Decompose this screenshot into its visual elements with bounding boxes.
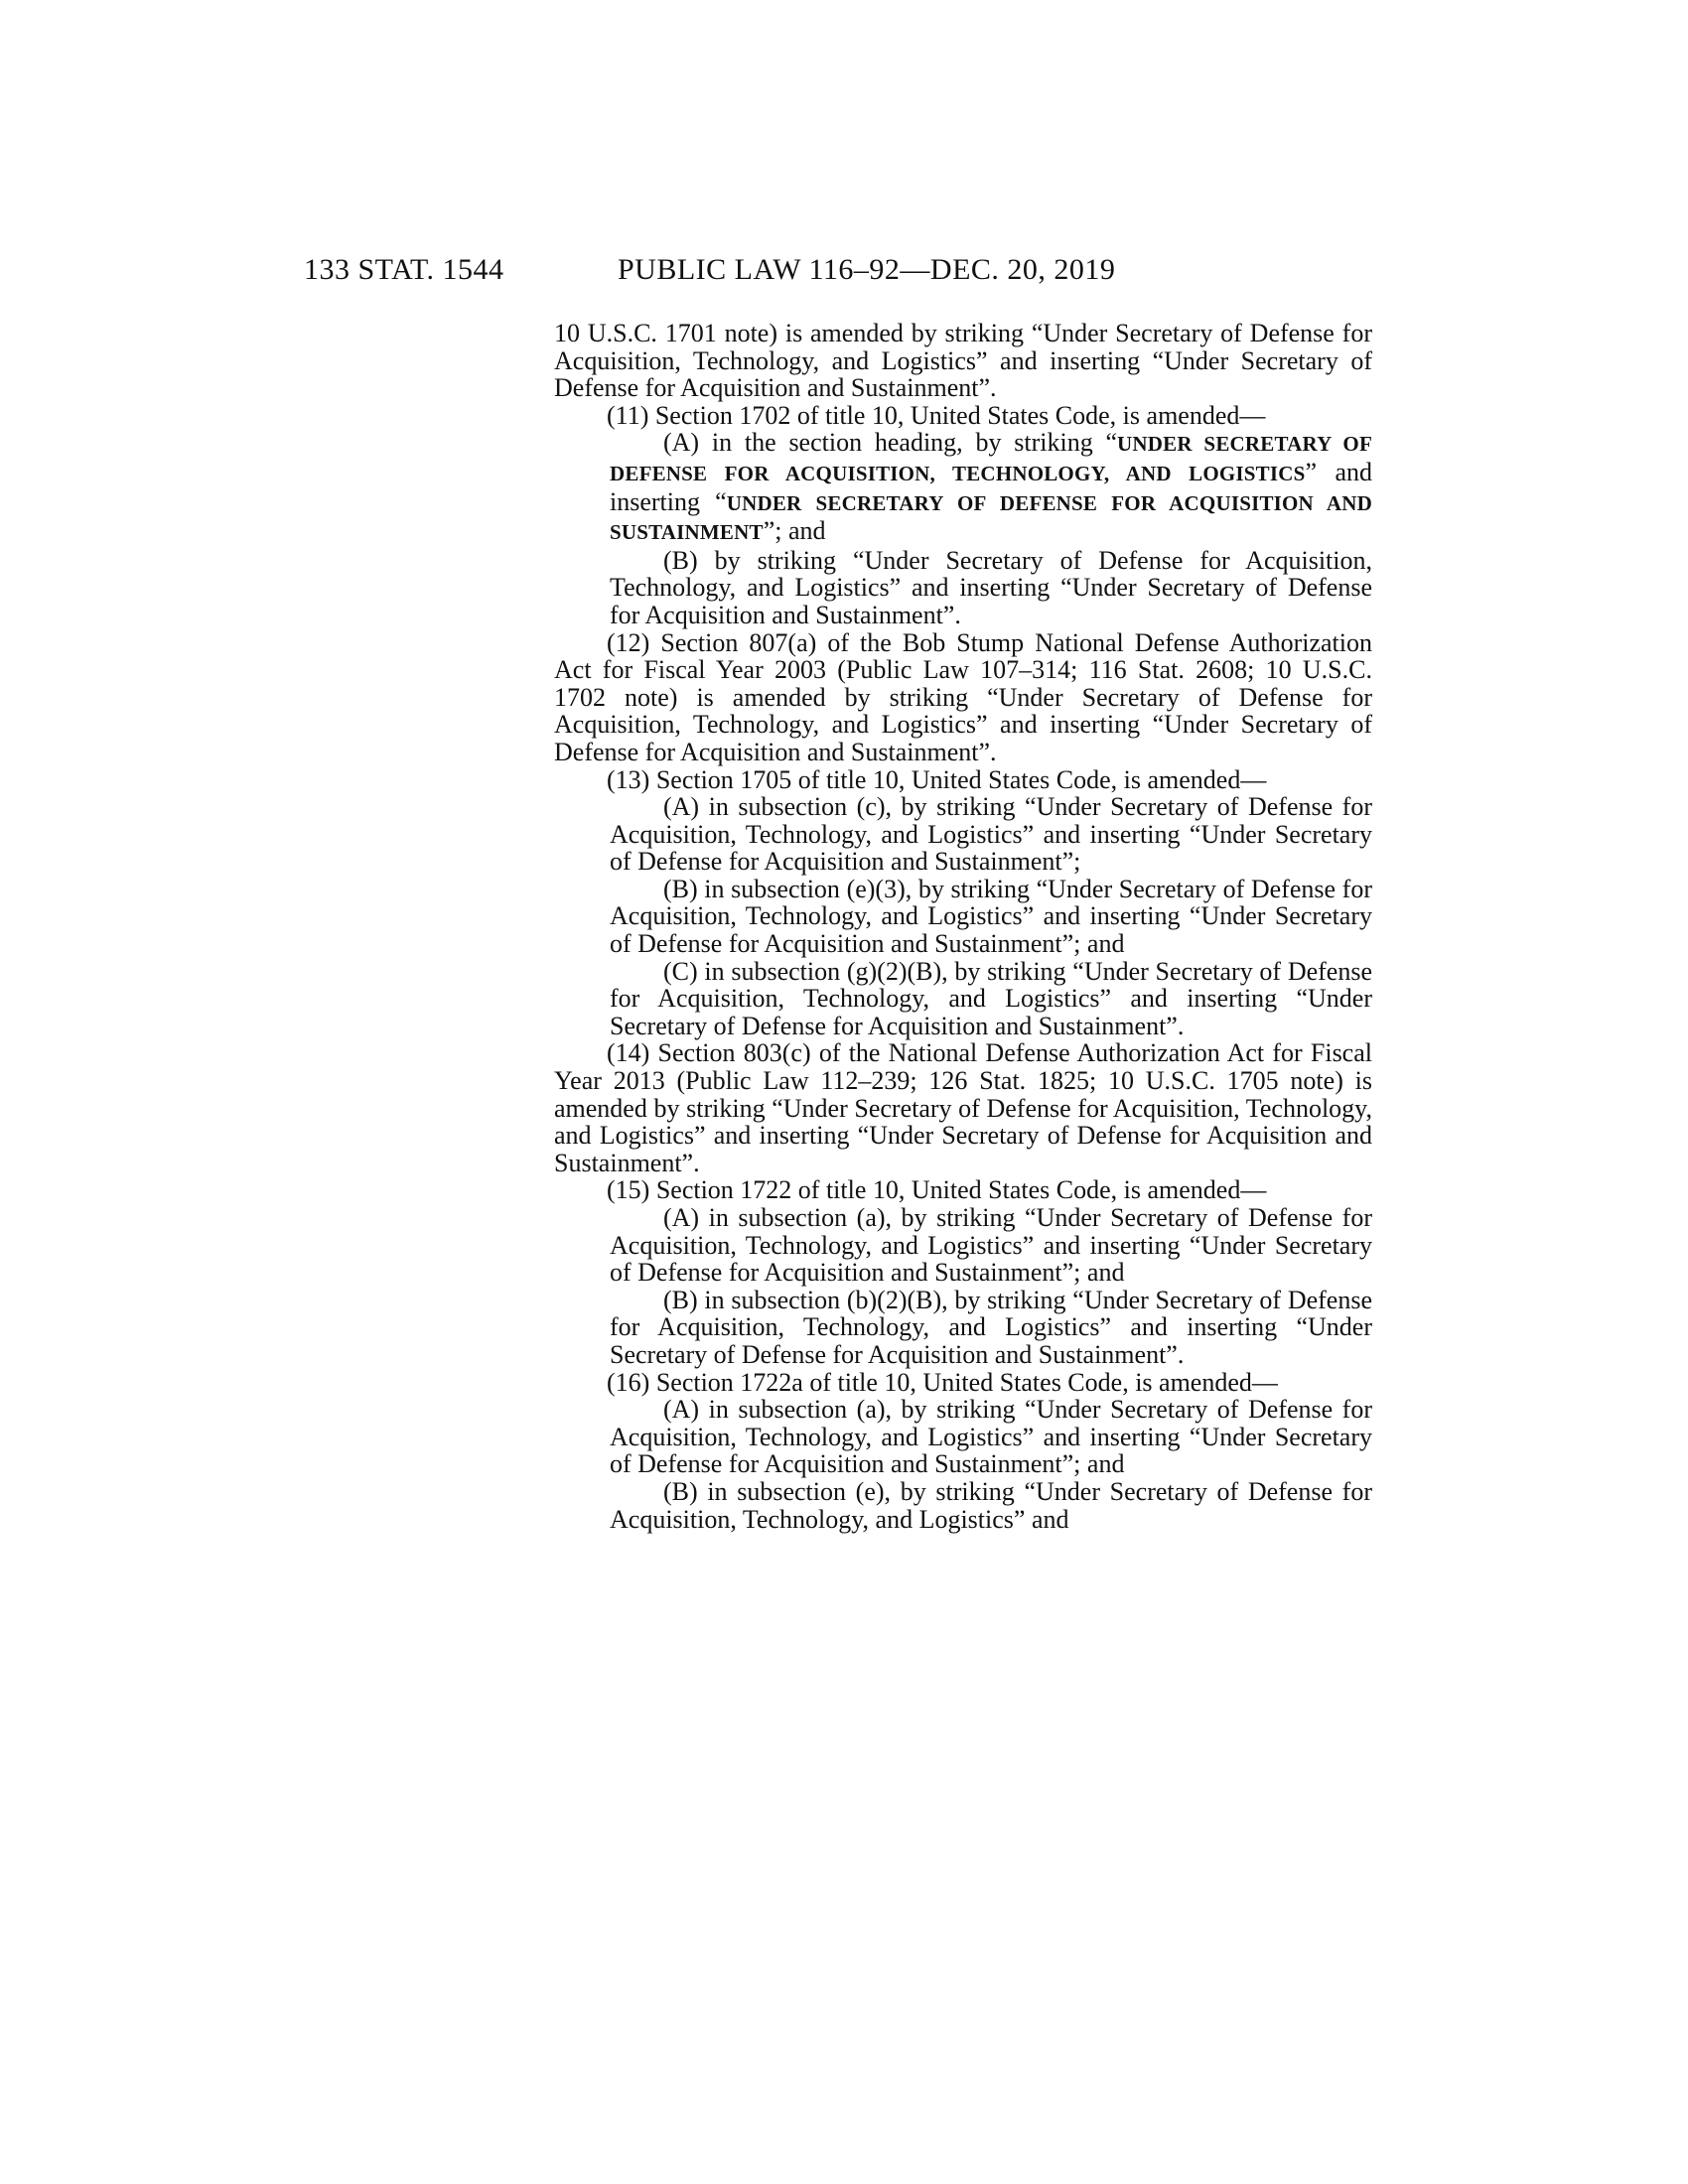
- paragraph: (11) Section 1702 of title 10, United States Code, is amended—: [607, 400, 1266, 430]
- paragraph: [554, 429, 1372, 546]
- page-header: [304, 250, 1360, 290]
- paragraph: (A) in subsection (a), by striking “Under Secretary of Defense for Acquisition, Technology, and Logistics” and inserting “Under Secretary of Defense for Acquisition and Sustainment”; and: [610, 1203, 1372, 1288]
- paragraph: 10 U.S.C. 1701 note) is amended by striking “Under Secretary of Defense for Acquisition, Technology, and Logistics” and inserting “Under Secretary of Defense for Acquisition and Sustainment”.: [554, 319, 1372, 403]
- paragraph: (B) in subsection (e)(3), by striking “Under Secretary of Defense for Acquisition, Technology, and Logistics” and inserting “Under Secretary of Defense for Acquisition and Sustainment”; and: [610, 874, 1372, 959]
- paragraph: (15) Section 1722 of title 10, United States Code, is amended—: [607, 1175, 1267, 1205]
- paragraph: (C) in subsection (g)(2)(B), by striking “Under Secretary of Defense for Acquisition, Technology, and Logistics” and inserting “Under Secretary of Defense for Acquisition and Sustainment”.: [610, 956, 1372, 1040]
- paragraph: (B) by striking “Under Secretary of Defense for Acquisition, Technology, and Logistics” and inserting “Under Secretary of Defense for Acquisition and Sustainment”.: [610, 545, 1372, 629]
- stat-reference: 133 STAT. 1544: [304, 253, 504, 286]
- paragraph: (12) Section 807(a) of the Bob Stump National Defense Authorization Act for Fiscal Year 2003 (Public Law 107–314; 116 Stat. 2608; 10 U.S.C. 1702 note) is amended by striking “Under Secretary of Defense for Acquisition, Technology, and Logistics” and inserting “Under Secretary of Defense for Acquisition and Sustainment”.: [554, 627, 1372, 766]
- law-title: PUBLIC LAW 116–92—DEC. 20, 2019: [618, 253, 1116, 286]
- paragraph: (16) Section 1722a of title 10, United States Code, is amended—: [607, 1367, 1278, 1397]
- document-body: [554, 320, 1372, 1533]
- paragraph: (13) Section 1705 of title 10, United States Code, is amended—: [607, 764, 1267, 794]
- paragraph: (A) in subsection (c), by striking “Under Secretary of Defense for Acquisition, Technology, and Logistics” and inserting “Under Secretary of Defense for Acquisition and Sustainment”;: [610, 792, 1372, 877]
- paragraph-text: (A) in the section heading, by striking “: [663, 428, 1118, 458]
- section-heading-text: UNDER SECRETARY OF DEFENSE FOR ACQUISITION, TECHNOLOGY, AND LOGISTICS: [610, 432, 1372, 485]
- section-heading-text: UNDER SECRETARY OF DEFENSE FOR ACQUISITION AND SUSTAINMENT: [610, 490, 1373, 545]
- paragraph: (A) in subsection (a), by striking “Under Secretary of Defense for Acquisition, Technology, and Logistics” and inserting “Under Secretary of Defense for Acquisition and Sustainment”; and: [610, 1395, 1372, 1479]
- paragraph-text: ”; and: [763, 516, 826, 546]
- paragraph: (14) Section 803(c) of the National Defense Authorization Act for Fiscal Year 2013 (Public Law 112–239; 126 Stat. 1825; 10 U.S.C. 1705 note) is amended by striking “Under Secretary of Defense for Acquisition, Technology, and Logistics” and inserting “Under Secretary of Defense for Acquisition and Sustainment”.: [554, 1038, 1372, 1177]
- paragraph: (B) in subsection (b)(2)(B), by striking “Under Secretary of Defense for Acquisition, Technology, and Logistics” and inserting “Under Secretary of Defense for Acquisition and Sustainment”.: [610, 1285, 1372, 1369]
- paragraph-text: ” and inserting “: [610, 457, 1372, 516]
- paragraph: (B) in subsection (e), by striking “Under Secretary of Defense for Acquisition, Technology, and Logistics” and: [610, 1476, 1372, 1534]
